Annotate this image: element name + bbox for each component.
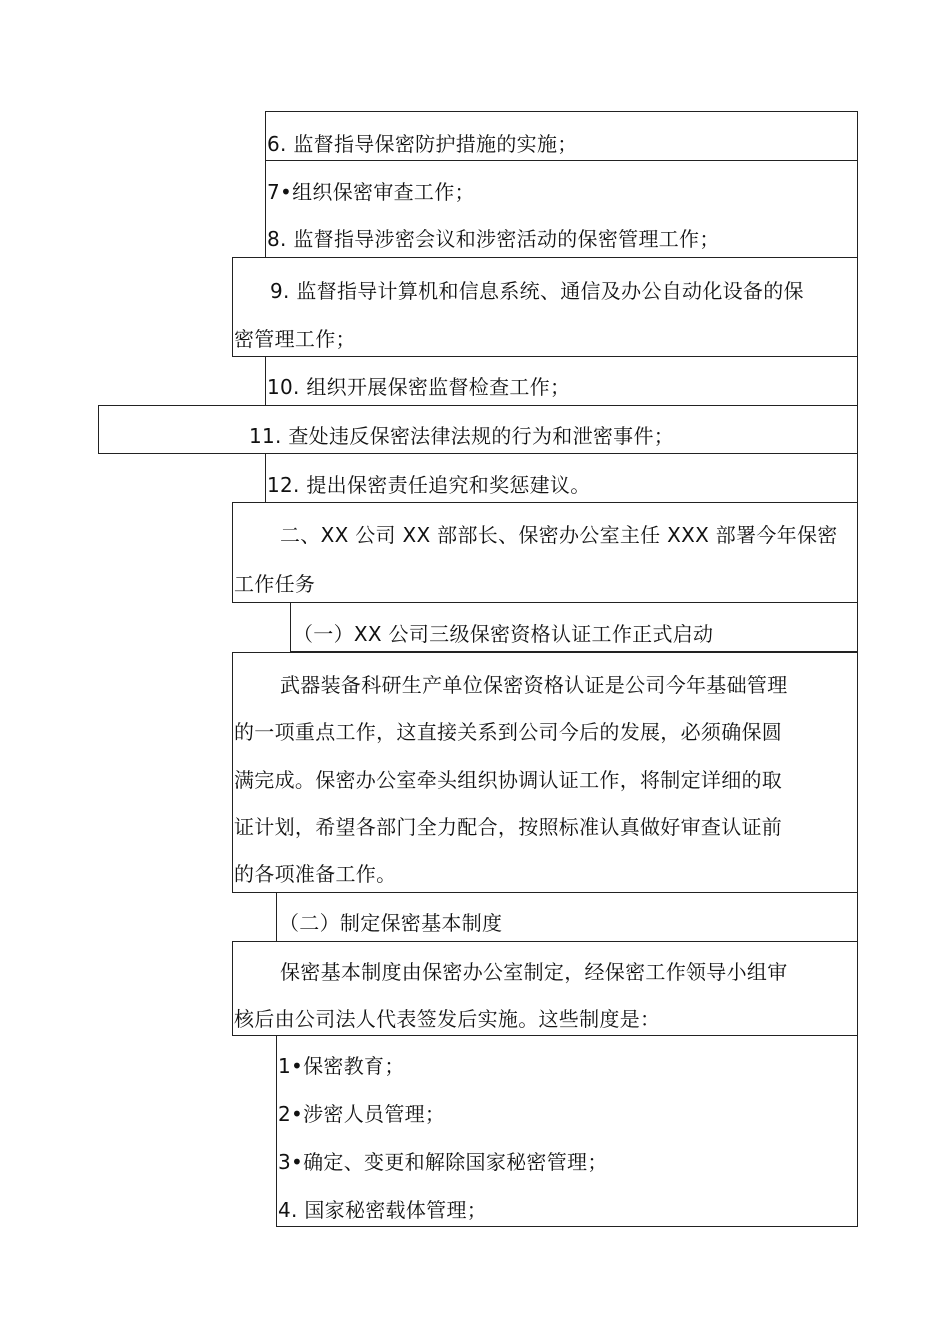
paragraph-2-line-1: 保密基本制度由保密办公室制定，经保密工作领导小组审	[280, 960, 788, 984]
list-item-8: 8. 监督指导涉密会议和涉密活动的保密管理工作；	[267, 227, 720, 251]
list-item-4: 4. 国家秘密载体管理；	[278, 1198, 488, 1222]
list-item-6: 6. 监督指导保密防护措施的实施；	[267, 132, 578, 156]
list-item-12: 12. 提出保密责任追究和奖惩建议。	[267, 473, 591, 497]
paragraph-1-line-5: 的各项准备工作。	[234, 862, 397, 886]
list-item-2: 2•涉密人员管理；	[278, 1102, 446, 1126]
list-item-11: 11. 查处违反保密法律法规的行为和泄密事件；	[249, 424, 675, 448]
section-2-heading-line-2: 工作任务	[234, 572, 316, 596]
list-item-9-line-2: 密管理工作；	[234, 327, 356, 351]
list-item-9-line-1: 9. 监督指导计算机和信息系统、通信及办公自动化设备的保	[270, 279, 804, 303]
list-item-10: 10. 组织开展保密监督检查工作；	[267, 375, 571, 399]
list-item-3: 3•确定、变更和解除国家秘密管理；	[278, 1150, 608, 1174]
paragraph-1-line-3: 满完成。保密办公室牵头组织协调认证工作，将制定详细的取	[234, 768, 783, 792]
list-item-1: 1•保密教育；	[278, 1054, 405, 1078]
paragraph-1-line-4: 证计划，希望各部门全力配合，按照标准认真做好审查认证前	[234, 815, 783, 839]
list-item-7: 7•组织保密审查工作；	[267, 180, 475, 204]
subsection-2-heading: （二）制定保密基本制度	[279, 911, 503, 935]
subsection-1-heading: （一）XX 公司三级保密资格认证工作正式启动	[293, 622, 714, 646]
paragraph-2-line-2: 核后由公司法人代表签发后实施。这些制度是：	[234, 1007, 661, 1031]
paragraph-1-line-2: 的一项重点工作，这直接关系到公司今后的发展，必须确保圆	[234, 720, 783, 744]
section-2-heading-line-1: 二、XX 公司 XX 部部长、保密办公室主任 XXX 部署今年保密	[280, 523, 838, 547]
frame-section-2	[232, 502, 858, 603]
paragraph-1-line-1: 武器装备科研生产单位保密资格认证是公司今年基础管理	[280, 673, 788, 697]
